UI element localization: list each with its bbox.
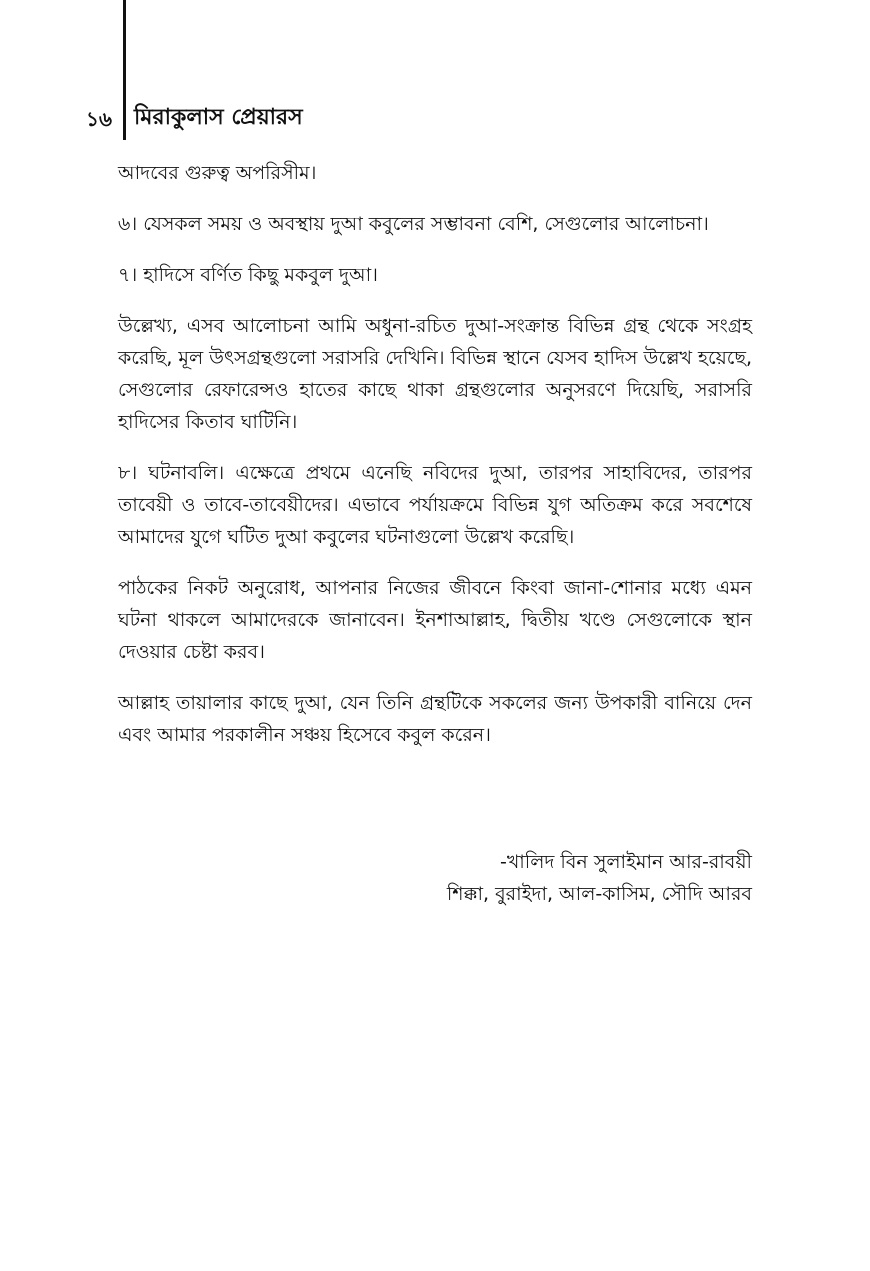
paragraph-item-7: ৭। হাদিসে বর্ণিত কিছু মকবুল দুআ।: [118, 264, 378, 286]
author-name: -খালিদ বিন সুলাইমান আর-রাবয়ী: [499, 851, 752, 873]
book-title: মিরাকুলাস প্রেয়ারস: [134, 105, 303, 130]
paragraph-request: পাঠকের নিকট অনুরোধ, আপনার নিজের জীবনে কিংবা জানা-শোনার মধ্যে এমন ঘটনা থাকলে আমাদেরকে জানাবেন। ইনশাআল্লাহ, দ্বিতীয় খণ্ডে সেগুলোকে স্থান দেওয়ার চেষ্টা করব।: [118, 577, 752, 663]
page-number: ১৬: [86, 107, 112, 131]
header-divider: [123, 0, 126, 140]
paragraph-prayer: আল্লাহ তায়ালার কাছে দুআ, যেন তিনি গ্রন্থটিকে সকলের জন্য উপকারী বানিয়ে দেন এবং আমার পরকালীন সঞ্চয় হিসেবে কবুল করেন।: [118, 692, 752, 746]
paragraph-item-6: ৬। যেসকল সময় ও অবস্থায় দুআ কবুলের সম্ভাবনা বেশি, সেগুলোর আলোচনা।: [118, 213, 709, 235]
paragraph-note: উল্লেখ্য, এসব আলোচনা আমি অধুনা-রচিত দুআ-সংক্রান্ত বিভিন্ন গ্রন্থ থেকে সংগ্রহ করেছি, মূল উৎসগ্রন্থগুলো সরাসরি দেখিনি। বিভিন্ন স্থানে যেসব হাদিস উল্লেখ হয়েছে, সেগুলোর রেফারেন্সও হাতের কাছে থাকা গ্রন্থগুলোর অনুসরণে দিয়েছি, সরাসরি হাদিসের কিতাব ঘাটিনি।: [118, 315, 752, 433]
paragraph-item-8: ৮। ঘটনাবলি। এক্ষেত্রে প্রথমে এনেছি নবিদের দুআ, তারপর সাহাবিদের, তারপর তাবেয়ী ও তাবে-তাবেয়ীদের। এভাবে পর্যায়ক্রমে বিভিন্ন যুগ অতিক্রম করে সবশেষে আমাদের যুগে ঘটিত দুআ কবুলের ঘটনাগুলো উল্লেখ করেছি।: [118, 462, 752, 548]
author-signature: [447, 846, 752, 910]
author-place: শিক্কা, বুরাইদা, আল-কাসিম, সৌদি আরব: [446, 883, 752, 905]
paragraph-adab: আদবের গুরুত্ব অপরিসীম।: [118, 162, 317, 184]
page-body: [118, 157, 752, 770]
